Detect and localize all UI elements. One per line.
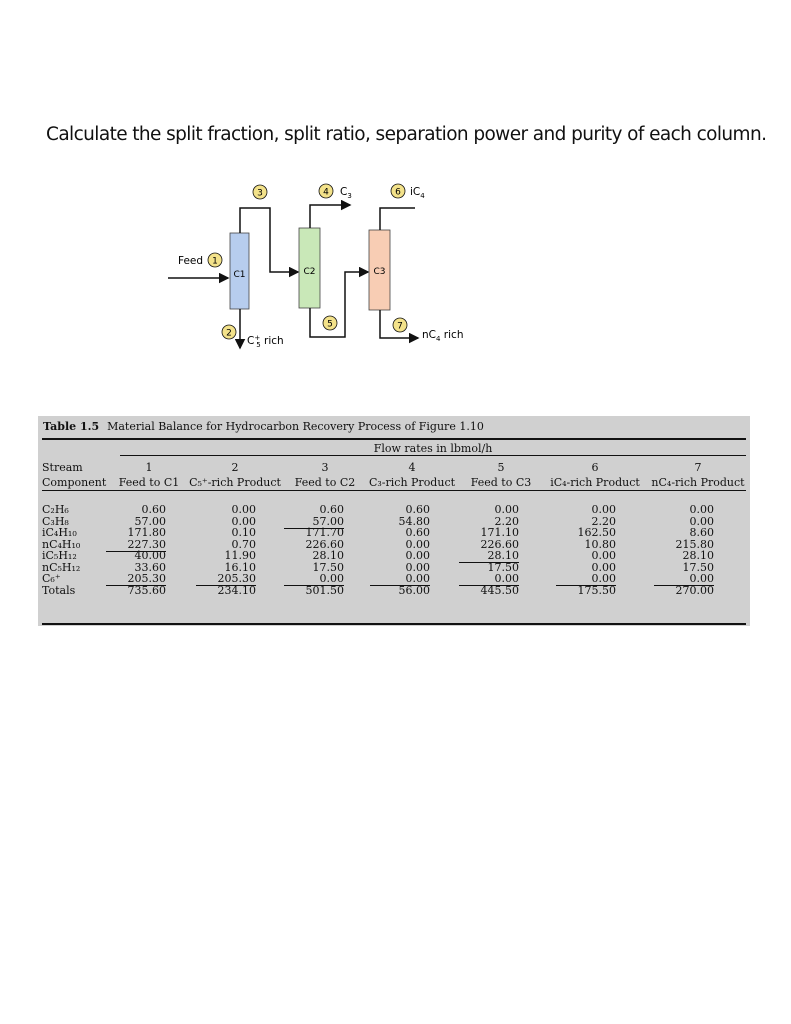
material-balance-table — [38, 416, 750, 626]
stream-number-4: 4 — [323, 187, 329, 198]
table-caption-text: Material Balance for Hydrocarbon Recovery Process of Figure 1.10 — [107, 420, 484, 433]
ic4-label: $iC_4$ — [410, 186, 425, 200]
component-label: nC₅H₁₂ — [42, 560, 81, 574]
total-cell: 445.50 — [480, 584, 519, 597]
totals-label: Totals — [42, 584, 76, 597]
flow-rates-title: Flow rates in lbmol/h — [373, 442, 493, 455]
total-cell: 270.00 — [675, 584, 714, 597]
column-number-5: 5 — [497, 461, 505, 474]
table-cell: 57.00 — [284, 516, 344, 529]
table-cell: 162.50 — [577, 526, 616, 539]
column-name-2: C₅⁺-rich Product — [189, 476, 281, 489]
header-stream: Stream — [42, 461, 83, 474]
total-cell: 56.00 — [398, 584, 430, 597]
component-label: C₆⁺ — [42, 572, 61, 585]
table-cell: 0.10 — [231, 526, 256, 539]
component-label: nC₄H₁₀ — [42, 537, 81, 551]
table-cell: 17.50 — [487, 560, 519, 574]
table-caption-number: Table 1.5 — [43, 420, 100, 433]
table-top-rule — [42, 438, 746, 440]
column-c2-label: C2 — [303, 267, 316, 277]
stream-number-3: 3 — [257, 188, 263, 199]
total-cell: 501.50 — [305, 584, 344, 597]
c3-label: $C_3$ — [340, 186, 352, 200]
table-cell: 171.70 — [305, 526, 344, 539]
flow-title-rule — [120, 455, 746, 456]
column-c1-label: C1 — [233, 270, 246, 280]
table-cell: 0.00 — [405, 537, 430, 551]
total-cell: 175.50 — [577, 584, 616, 597]
table-cell: 0.00 — [591, 560, 616, 574]
table-cell: 0.00 — [284, 573, 344, 586]
table-cell: 0.60 — [319, 503, 344, 516]
column-number-3: 3 — [321, 461, 329, 474]
table-cell: 0.00 — [231, 503, 256, 516]
table-cell: 11.90 — [224, 549, 256, 562]
table-cell: 28.10 — [682, 549, 714, 562]
column-number-7: 7 — [694, 461, 702, 474]
feed-label: Feed — [178, 255, 204, 267]
table-cell: 0.00 — [494, 503, 519, 516]
table-cell: 33.60 — [134, 560, 166, 574]
header-rule — [42, 490, 746, 491]
column-name-7: nC₄-rich Product — [651, 476, 745, 489]
table-cell: 0.00 — [231, 514, 256, 528]
component-label: C₂H₆ — [42, 503, 69, 516]
column-number-6: 6 — [591, 461, 599, 474]
table-cell: 0.00 — [689, 514, 714, 528]
table-cell: 54.80 — [398, 514, 430, 528]
stream-number-1: 1 — [212, 256, 218, 267]
total-cell: 735.60 — [127, 584, 166, 597]
component-label: iC₄H₁₀ — [42, 526, 77, 539]
component-label: C₃H₈ — [42, 514, 69, 528]
stream-number-2: 2 — [226, 328, 232, 339]
stream-number-5: 5 — [327, 319, 333, 330]
total-cell: 234.10 — [217, 584, 256, 597]
nc4-rich-label: $nC_4$ rich — [422, 329, 464, 343]
table-cell: 227.30 — [106, 539, 166, 552]
table-cell: 17.50 — [682, 560, 714, 574]
column-number-1: 1 — [145, 461, 153, 474]
table-cell: 226.60 — [305, 537, 344, 551]
column-c3-label: C3 — [373, 267, 386, 277]
table-cell: 2.20 — [494, 514, 519, 528]
table-cell: 0.00 — [405, 549, 430, 562]
table-cell: 8.60 — [689, 526, 714, 539]
table-cell: 0.00 — [591, 549, 616, 562]
table-cell: 28.10 — [459, 550, 519, 563]
table-cell: 40.00 — [134, 549, 166, 562]
table-cell: 205.30 — [196, 573, 256, 586]
table-cell: 205.30 — [106, 573, 166, 586]
stream-6-line — [380, 208, 415, 230]
table-cell: 0.60 — [405, 526, 430, 539]
column-name-4: C₃-rich Product — [368, 476, 456, 489]
column-number-2: 2 — [231, 461, 239, 474]
header-component: Component — [42, 476, 107, 489]
stream-number-7: 7 — [397, 321, 403, 332]
table-cell: 0.70 — [231, 537, 256, 551]
table-cell: 226.60 — [480, 537, 519, 551]
table-cell: 0.00 — [689, 503, 714, 516]
table-cell: 0.60 — [141, 503, 166, 516]
c5-rich-label: C+ 5 rich — [247, 334, 284, 349]
table-cell: 0.00 — [370, 573, 430, 586]
table-cell: 0.00 — [591, 503, 616, 516]
stream-number-6: 6 — [395, 187, 401, 198]
table-bottom-rule — [42, 623, 746, 625]
table-caption — [43, 420, 484, 433]
table-cell: 171.80 — [127, 526, 166, 539]
column-name-6: iC₄-rich Product — [550, 476, 640, 489]
table-cell: 0.60 — [405, 503, 430, 516]
table-cell: 0.00 — [654, 573, 714, 586]
table-cell: 17.50 — [312, 560, 344, 574]
table-cell: 57.00 — [134, 514, 166, 528]
table-cell: 0.00 — [556, 573, 616, 586]
table-cell: 10.80 — [584, 537, 616, 551]
component-label: iC₅H₁₂ — [42, 549, 77, 562]
table-cell: 0.00 — [459, 573, 519, 586]
table-cell: 215.80 — [675, 537, 714, 551]
stream-4-line — [310, 205, 350, 228]
process-flow-diagram — [160, 178, 480, 353]
table-cell: 16.10 — [224, 560, 256, 574]
column-name-3: Feed to C2 — [294, 476, 356, 489]
question-text: Calculate the split fraction, split ratio, separation power and purity of each column. — [46, 124, 767, 145]
table-cell: 28.10 — [312, 549, 344, 562]
column-name-1: Feed to C1 — [118, 476, 180, 489]
table-cell: 2.20 — [591, 514, 616, 528]
column-name-5: Feed to C3 — [470, 476, 532, 489]
table-cell: 0.00 — [405, 560, 430, 574]
table-cell: 171.10 — [480, 526, 519, 539]
column-number-4: 4 — [408, 461, 416, 474]
